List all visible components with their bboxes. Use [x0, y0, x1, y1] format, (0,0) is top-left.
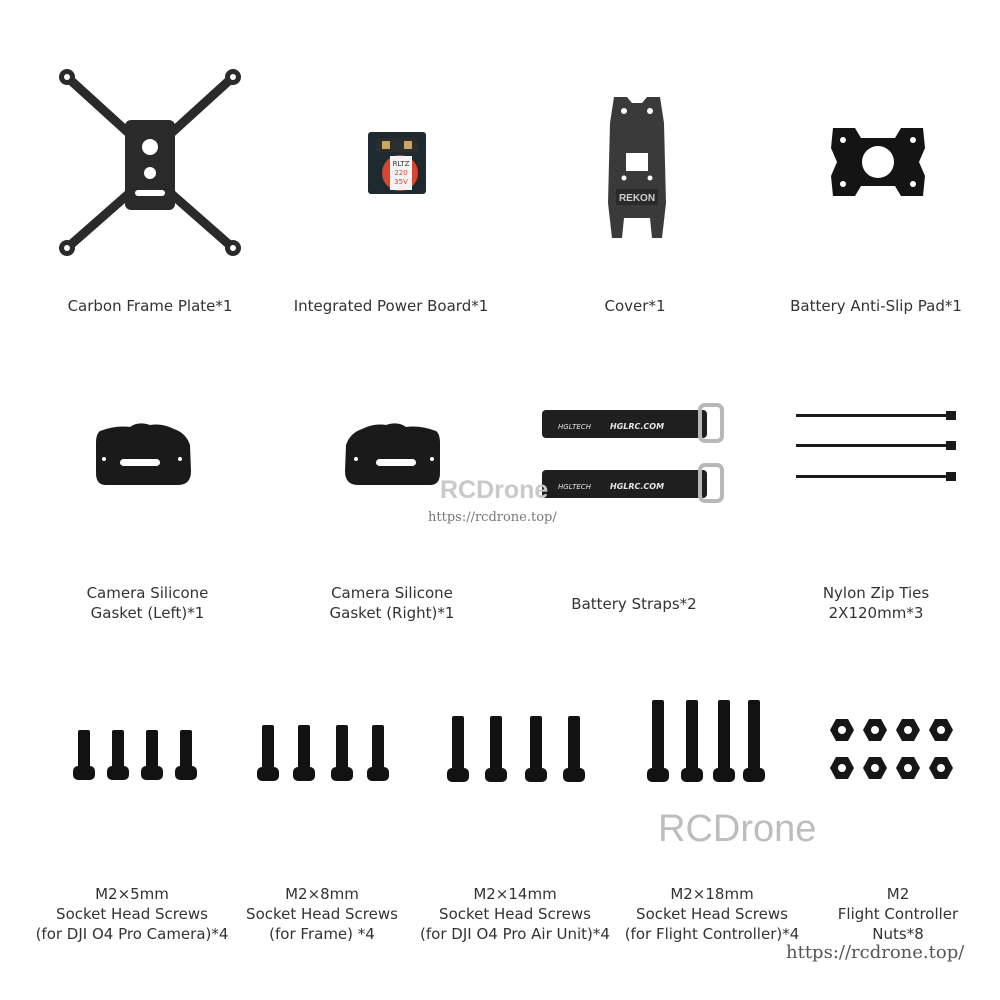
capacitor-voltage: 35V: [394, 178, 408, 186]
strap-2-site: HGLRC.COM: [610, 482, 665, 491]
anti-slip-pad-image: [829, 126, 927, 198]
bottom-watermark-brand: RCDrone: [658, 808, 817, 850]
camera-gasket-left-label: Camera Silicone Gasket (Left)*1: [86, 584, 209, 622]
battery-straps-label: Battery Straps*2: [571, 595, 697, 613]
fc-nuts-label: M2 Flight Controller Nuts*8: [837, 885, 959, 943]
strap-1-brand: HGLTECH: [558, 423, 591, 431]
capacitor-value: 220: [394, 169, 408, 177]
center-watermark-url: https://rcdrone.top/: [428, 510, 557, 525]
center-watermark-brand: RCDrone: [440, 476, 549, 504]
fc-nuts-image: [828, 716, 956, 782]
cover-label: Cover*1: [604, 297, 666, 315]
m2x18-screws-label: M2×18mm Socket Head Screws (for Flight Controller)*4: [624, 885, 800, 943]
m2x14-screws-label: M2×14mm Socket Head Screws (for DJI O4 Pro Air Unit)*4: [420, 885, 610, 943]
zip-ties-image: [796, 408, 958, 486]
m2x18-screws-image: [644, 698, 768, 784]
strap-1-site: HGLRC.COM: [610, 422, 665, 431]
carbon-frame-plate-image: [55, 65, 245, 260]
battery-straps-image: [540, 402, 730, 504]
camera-gasket-right-image: [344, 421, 442, 487]
m2x5-screws-label: M2×5mm Socket Head Screws (for DJI O4 Pro Camera)*4: [35, 885, 229, 943]
zip-ties-label: Nylon Zip Ties 2X120mm*3: [822, 584, 930, 622]
camera-gasket-left-image: [94, 421, 192, 487]
m2x8-screws-image: [254, 723, 394, 783]
capacitor-brand: RLTZ: [392, 160, 410, 168]
camera-gasket-right-label: Camera Silicone Gasket (Right)*1: [329, 584, 455, 622]
cover-image: [602, 93, 672, 241]
strap-2-brand: HGLTECH: [558, 483, 591, 491]
carbon-frame-plate-label: Carbon Frame Plate*1: [67, 297, 233, 315]
power-board-image: [368, 132, 426, 194]
bottom-watermark-url: https://rcdrone.top/: [786, 942, 965, 963]
power-board-label: Integrated Power Board*1: [293, 297, 489, 315]
m2x8-screws-label: M2×8mm Socket Head Screws (for Frame) *4: [246, 885, 398, 943]
anti-slip-pad-label: Battery Anti-Slip Pad*1: [790, 297, 962, 315]
m2x5-screws-image: [70, 728, 200, 782]
m2x14-screws-image: [444, 714, 590, 784]
cover-marking: REKON: [618, 193, 656, 204]
